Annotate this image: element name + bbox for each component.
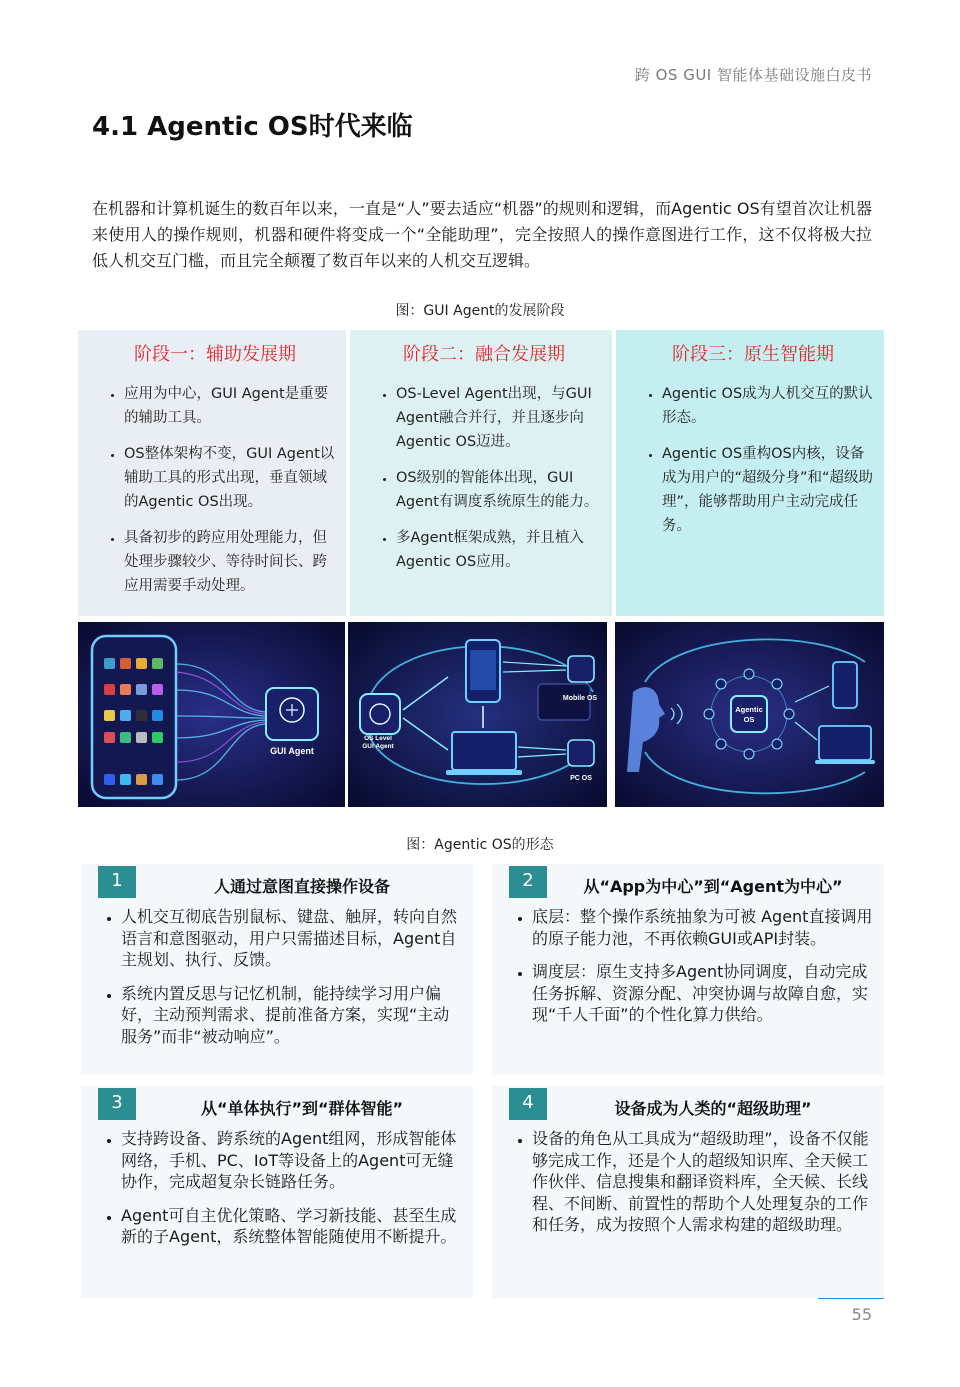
figure2-caption: 图：Agentic OS的形态 — [406, 837, 554, 853]
os-level-label: OS Level — [364, 735, 392, 742]
stage-1-item: • OS整体架构不变，GUI Agent以辅助工具的形式出现，垂直领域的Agentic OS出现。 — [124, 442, 336, 514]
card-item: • 调度层：原生支持多Agent协同调度，自动完成任务拆解、资源分配、冲突协调与故障自愈，实现“千人千面”的个性化算力供给。 — [532, 961, 876, 1026]
card-item: • Agent可自主优化策略、学习新技能、甚至生成新的子Agent，系统整体智能随使用不断提升。 — [121, 1205, 465, 1248]
card-item: • 系统内置反思与记忆机制，能持续学习用户偏好，主动预判需求、提前准备方案，实现“主动服务”而非“被动响应”。 — [121, 983, 465, 1048]
stage-2 — [350, 330, 612, 616]
stage-3-list — [632, 382, 874, 538]
stage-1-list — [94, 382, 336, 598]
stage-3-title: 阶段三：原生智能期 — [672, 344, 834, 365]
feature-card-4 — [492, 1086, 884, 1298]
stage-3 — [616, 330, 884, 616]
stage-table — [78, 330, 884, 616]
card-title: 从“App为中心”到“Agent为中心” — [583, 877, 843, 896]
stage-2-item: • 多Agent框架成熟，并且植入Agentic OS应用。 — [396, 526, 602, 574]
stage-2-list — [366, 382, 602, 574]
pc-os-label: PC OS — [570, 775, 592, 782]
card-item: • 设备的角色从工具成为“超级助理”，设备不仅能够完成工作，还是个人的超级知识库、全天候工作伙伴、信息搜集和翻译资料库，全天候、长线程、不间断、前置性的帮助个人处理复杂的工作和任务，成为按照个人需求构建的超级助理。 — [532, 1128, 876, 1236]
card-title: 设备成为人类的“超级助理” — [614, 1099, 812, 1118]
stage-2-item: • OS-Level Agent出现，与GUI Agent融合并行，并且逐步向Agentic OS迈进。 — [396, 382, 602, 454]
os-label: OS — [743, 715, 755, 724]
stage-1-item: • 应用为中心，GUI Agent是重要的辅助工具。 — [124, 382, 336, 430]
laptop-icon — [452, 732, 516, 770]
feature-card-3 — [81, 1086, 473, 1298]
card-number: 3 — [98, 1088, 136, 1120]
stage-2-item: • OS级别的智能体出现，GUI Agent有调度系统原生的能力。 — [396, 466, 602, 514]
card-item: • 人机交互彻底告别鼠标、键盘、触屏，转向自然语言和意图驱动，用户只需描述目标，Agent自主规划、执行、反馈。 — [121, 906, 465, 971]
stage-2-title: 阶段二：融合发展期 — [403, 344, 565, 365]
card-number: 1 — [98, 866, 136, 898]
gui-agent-small-label: GUI Agent — [362, 743, 394, 750]
page-rule — [818, 1298, 884, 1299]
page-number: 55 — [851, 1305, 872, 1324]
feature-card-1 — [81, 864, 473, 1075]
card-title: 从“单体执行”到“群体智能” — [200, 1099, 404, 1118]
stage-1-title: 阶段一：辅助发展期 — [134, 344, 296, 365]
intro-paragraph: 在机器和计算机诞生的数百年以来，一直是“人”要去适应“机器”的规则和逻辑，而Agentic OS有望首次让机器来使用人的操作规则，机器和硬件将变成一个“全能助理”，完全按照人的操作意图进行工作，这不仅将极大拉低人机交互门槛，而且完全颠覆了数百年以来的人机交互逻辑。 — [92, 199, 872, 270]
card-list — [81, 1128, 465, 1260]
running-head: 跨 OS GUI 智能体基础设施白皮书 — [634, 66, 872, 84]
card-number: 2 — [509, 866, 547, 898]
card-list — [492, 906, 876, 1038]
agentic-label: Agentic — [735, 705, 763, 714]
stage-1 — [78, 330, 346, 616]
card-list — [492, 1128, 876, 1248]
illustration-agentic-os — [615, 622, 884, 807]
stage-3-item: • Agentic OS成为人机交互的默认形态。 — [662, 382, 874, 430]
card-list — [81, 906, 465, 1059]
section-title: 4.1 Agentic OS时代来临 — [92, 112, 413, 142]
figure1-caption: 图：GUI Agent的发展阶段 — [395, 303, 565, 319]
card-item: • 底层：整个操作系统抽象为可被 Agent直接调用的原子能力池，不再依赖GUI或API封装。 — [532, 906, 876, 949]
gui-agent-label: GUI Agent — [270, 746, 314, 756]
stage-1-item: • 具备初步的跨应用处理能力，但处理步骤较少、等待时间长、跨应用需要手动处理。 — [124, 526, 336, 598]
phone-icon — [833, 662, 857, 708]
illustration-gui-agent — [78, 622, 345, 807]
card-item: • 支持跨设备、跨系统的Agent组网，形成智能体网络，手机、PC、IoT等设备上的Agent可无缝协作，完成超复杂长链路任务。 — [121, 1128, 465, 1193]
card-title: 人通过意图直接操作设备 — [213, 877, 390, 896]
stage-3-item: • Agentic OS重构OS内核，设备成为用户的“超级分身”和“超级助理”，能够帮助用户主动完成任务。 — [662, 442, 874, 538]
laptop-icon — [819, 726, 871, 760]
illustration-os-level — [348, 622, 607, 807]
stage-illustrations — [78, 622, 884, 807]
feature-card-2 — [492, 864, 884, 1075]
card-number: 4 — [509, 1088, 547, 1120]
mobile-os-label: Mobile OS — [562, 695, 598, 702]
